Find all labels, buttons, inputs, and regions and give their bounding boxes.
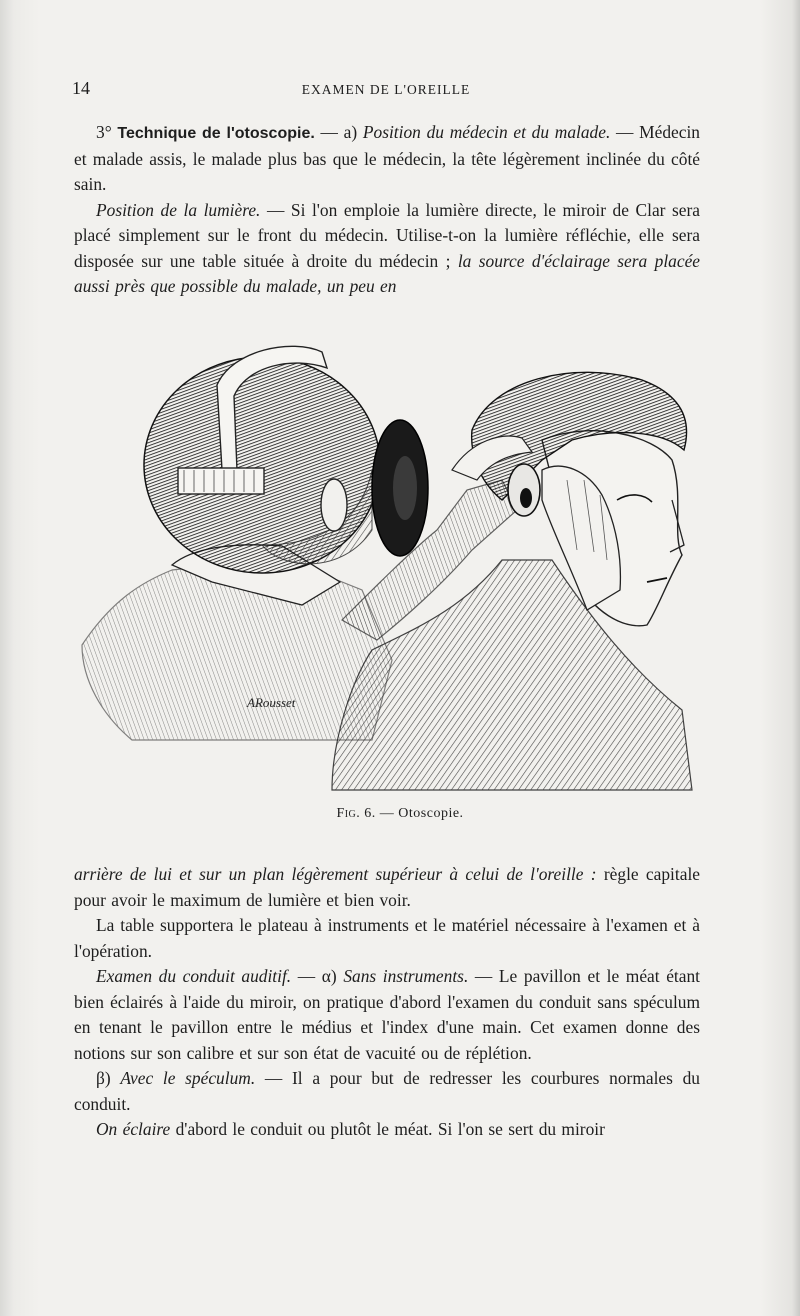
paragraph-eclaire (74, 1117, 700, 1143)
beta-title: Avec le spéculum. (120, 1068, 256, 1088)
section-number: 3° (96, 122, 112, 142)
paragraph-conduit: Examen du conduit auditif. — α) Sans instruments. — Le pavillon et le méat étant bien éclairés à l'aide du miroir, on pratique d'abord l'examen du conduit sans spéculum en tenant le pavillon entre le médius et l'index d'une main. Cet examen donne des notions sur son calibre et sur son état de vacuité ou de réplétion. (74, 966, 701, 1063)
paragraph-lumiere-cont (74, 862, 700, 913)
alpha-label: α) (321, 966, 337, 986)
figure-caption (0, 806, 800, 822)
lumiere-italic-2: arrière de lui et sur un plan légèrement supérieur à celui de l'oreille : (74, 864, 597, 884)
lumiere-text-2: règle capitale pour avoir le maximum de lumière et bien voir. (74, 864, 700, 910)
eclaire-text: d'abord le conduit ou plutôt le méat. Si l'on se sert du miroir (175, 1119, 605, 1139)
page-number: 14 (72, 78, 90, 98)
caption-text: 6. — Otoscopie. (364, 806, 464, 821)
subsection-text: Médecin et malade assis, le malade plus bas que le médecin, la tête légèrement inclinée du côté sain. (74, 122, 700, 194)
subsection-title: Position du médecin et du malade. (362, 122, 611, 142)
artist-signature: ARousset (247, 695, 296, 710)
running-title: EXAMEN DE L'OREILLE (301, 82, 471, 97)
paragraph-technique: 3° Technique de l'otoscopie. — a) Position du médecin et du malade. — Médecin et malade assis, le malade plus bas que le médecin, la tête légèrement inclinée du côté sain. (74, 122, 700, 194)
figure-otoscopie (72, 320, 700, 800)
otoscopy-engraving (72, 320, 700, 800)
alpha-text: Le pavillon et le méat étant bien éclairés à l'aide du miroir, on pratique d'abord l'examen du conduit sans spéculum en tenant le pavillon entre le médius et l'index d'une main. Cet examen donne des notions sur son calibre et sur son état de vacuité ou de réplétion. (74, 966, 701, 1063)
paragraph-table: La table supportera le plateau à instruments et le matériel nécessaire à l'examen et à l'opération. (74, 915, 700, 961)
conduit-title: Examen du conduit auditif. (96, 966, 292, 986)
beta-label: β) (96, 1068, 111, 1088)
paragraph-speculum: β) Avec le spéculum. — Il a pour but de redresser les courbures normales du conduit. (74, 1068, 700, 1114)
page-header (72, 78, 700, 102)
paragraph-lumiere: Position de la lumière. — Si l'on emploie la lumière directe, le miroir de Clar sera placé simplement sur le front du médecin. Utilise-t-on la lumière réfléchie, elle sera disposée sur une table située à droite du médecin ; la source d'éclairage sera placée aussi près que possible du malade, un peu en (74, 199, 701, 296)
caption-prefix: Fig. (336, 806, 361, 821)
alpha-title: Sans instruments. (343, 966, 469, 986)
section-title: Technique de l'otoscopie. (117, 125, 315, 142)
subsection-label: a) (343, 122, 358, 142)
lumiere-text: Si l'on emploie la lumière directe, le miroir de Clar sera placé simplement sur le front du médecin. Utilise-t-on la lumière réfléchie, elle sera disposée sur une table située à droite du médecin ; (74, 199, 701, 271)
beta-text: Il a pour but de redresser les courbures normales du conduit. (74, 1068, 700, 1114)
text-block-top (74, 120, 700, 300)
eclaire-italic: On éclaire (96, 1119, 171, 1139)
lumiere-italic-1: la source d'éclairage sera placée aussi près que possible du malade, un peu en (74, 250, 701, 296)
lumiere-title: Position de la lumière. (96, 199, 261, 220)
text-block-bottom (74, 862, 700, 1143)
